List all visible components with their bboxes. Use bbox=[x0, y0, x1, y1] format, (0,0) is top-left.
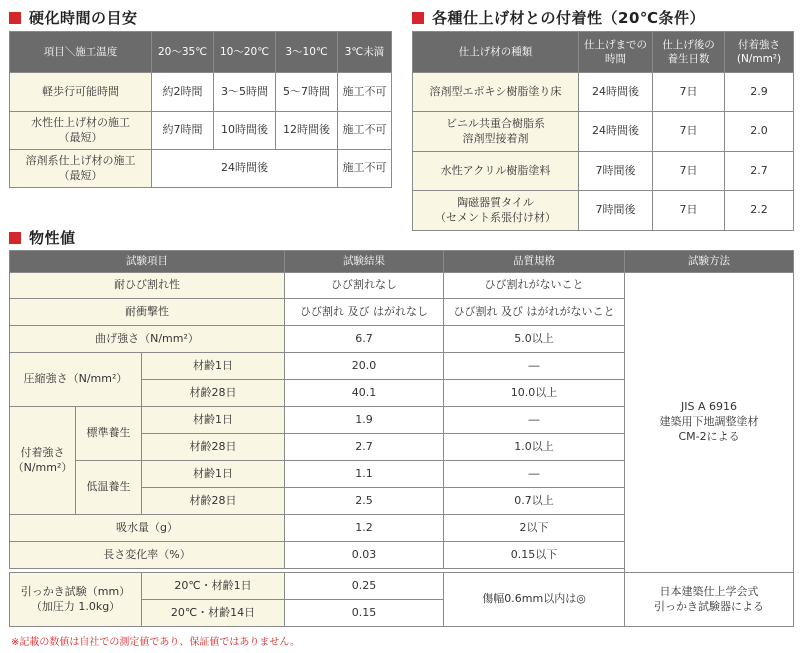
table-row bbox=[10, 73, 392, 112]
curing-group-label: 標準養生 bbox=[76, 407, 142, 461]
material-name: 水性アクリル樹脂塗料 bbox=[413, 152, 579, 191]
quality-spec: ひび割れがないこと bbox=[444, 273, 625, 299]
adhesion-title-text: 各種仕上げ材との付着性（20℃条件） bbox=[432, 9, 706, 27]
test-result: 6.7 bbox=[285, 326, 444, 353]
age-label: 材齢28日 bbox=[142, 488, 285, 515]
test-result: 20.0 bbox=[285, 353, 444, 380]
test-result: 2.7 bbox=[285, 434, 444, 461]
adhesion-header-row bbox=[413, 32, 794, 73]
table-row bbox=[413, 152, 794, 191]
test-result: 1.2 bbox=[285, 515, 444, 542]
quality-spec: 0.7以上 bbox=[444, 488, 625, 515]
test-result: 0.15 bbox=[285, 600, 444, 627]
table-row bbox=[413, 191, 794, 231]
curing-section-title bbox=[9, 7, 138, 28]
properties-table bbox=[9, 250, 794, 627]
merged-cell-value: 24時間後 bbox=[152, 150, 338, 188]
cell-value: 施工不可 bbox=[338, 112, 392, 150]
cell-value: 24時間後 bbox=[579, 112, 653, 152]
cell-value: 7日 bbox=[653, 191, 725, 231]
adhesion-header: 仕上げ後の 養生日数 bbox=[653, 32, 725, 73]
test-result: 0.25 bbox=[285, 573, 444, 600]
cell-value: 12時間後 bbox=[276, 112, 338, 150]
properties-title-text: 物性値 bbox=[29, 229, 76, 247]
cell-value: 7時間後 bbox=[579, 191, 653, 231]
curing-corner-header: 項目＼施工温度 bbox=[10, 32, 152, 73]
adhesion-header: 付着強さ (N/mm²) bbox=[725, 32, 794, 73]
adhesion-table bbox=[412, 31, 794, 231]
cell-value: 2.9 bbox=[725, 73, 794, 112]
temp-header: 10〜20℃ bbox=[214, 32, 276, 73]
test-item-label: 曲げ強さ（N/mm²） bbox=[10, 326, 285, 353]
condition-label: 20℃・材齢14日 bbox=[142, 600, 285, 627]
test-method-jis: JIS A 6916 建築用下地調整塗材 CM-2による bbox=[625, 273, 794, 573]
row-label: 溶剤系仕上げ材の施工 （最短） bbox=[10, 150, 152, 188]
curing-group-label: 低温養生 bbox=[76, 461, 142, 515]
adhesion-header: 仕上げまでの 時間 bbox=[579, 32, 653, 73]
properties-section-title bbox=[9, 227, 76, 248]
quality-spec: ― bbox=[444, 353, 625, 380]
adhesion-header: 仕上げ材の種類 bbox=[413, 32, 579, 73]
test-item-label: 耐衝撃性 bbox=[10, 299, 285, 326]
condition-label: 20℃・材齢1日 bbox=[142, 573, 285, 600]
age-label: 材齢1日 bbox=[142, 407, 285, 434]
properties-header: 品質規格 bbox=[444, 251, 625, 273]
test-result: 0.03 bbox=[285, 542, 444, 569]
adhesion-section-title bbox=[412, 7, 705, 28]
properties-header-row bbox=[10, 251, 794, 273]
quality-spec: 1.0以上 bbox=[444, 434, 625, 461]
quality-spec: ひび割れ 及び はがれがないこと bbox=[444, 299, 625, 326]
cell-value: 施工不可 bbox=[338, 150, 392, 188]
test-result: ひび割れ 及び はがれなし bbox=[285, 299, 444, 326]
row-label: 水性仕上げ材の施工 （最短） bbox=[10, 112, 152, 150]
test-item-label: 耐ひび割れ性 bbox=[10, 273, 285, 299]
properties-header: 試験項目 bbox=[10, 251, 285, 273]
cell-value: 3〜5時間 bbox=[214, 73, 276, 112]
table-row bbox=[10, 150, 392, 188]
test-result: 1.1 bbox=[285, 461, 444, 488]
cell-value: 10時間後 bbox=[214, 112, 276, 150]
properties-header: 試験方法 bbox=[625, 251, 794, 273]
quality-spec: 10.0以上 bbox=[444, 380, 625, 407]
test-result: 40.1 bbox=[285, 380, 444, 407]
cell-value: 約2時間 bbox=[152, 73, 214, 112]
curing-header-row bbox=[10, 32, 392, 73]
cell-value: 2.0 bbox=[725, 112, 794, 152]
test-item-label: 付着強さ （N/mm²） bbox=[10, 407, 76, 515]
test-item-label: 圧縮強さ（N/mm²） bbox=[10, 353, 142, 407]
cell-value: 7日 bbox=[653, 73, 725, 112]
cell-value: 5〜7時間 bbox=[276, 73, 338, 112]
quality-spec: 5.0以上 bbox=[444, 326, 625, 353]
cell-value: 2.2 bbox=[725, 191, 794, 231]
age-label: 材齢1日 bbox=[142, 461, 285, 488]
test-result: ひび割れなし bbox=[285, 273, 444, 299]
curing-title-text: 硬化時間の目安 bbox=[29, 9, 138, 27]
cell-value: 24時間後 bbox=[579, 73, 653, 112]
table-row bbox=[10, 273, 794, 299]
table-row bbox=[10, 573, 794, 600]
test-item-label: 引っかき試験（mm） （加圧力 1.0kg） bbox=[10, 573, 142, 627]
test-result: 2.5 bbox=[285, 488, 444, 515]
age-label: 材齢28日 bbox=[142, 380, 285, 407]
cell-value: 2.7 bbox=[725, 152, 794, 191]
red-square-icon bbox=[9, 12, 21, 24]
age-label: 材齢28日 bbox=[142, 434, 285, 461]
table-row bbox=[413, 73, 794, 112]
footnote: ※記載の数値は自社での測定値であり、保証値ではありません。 bbox=[11, 637, 300, 648]
quality-spec: 2以下 bbox=[444, 515, 625, 542]
material-name: 陶磁器質タイル （セメント系張付け材） bbox=[413, 191, 579, 231]
quality-spec: ― bbox=[444, 407, 625, 434]
test-method-scratch: 日本建築仕上学会式 引っかき試験器による bbox=[625, 573, 794, 627]
temp-header: 20〜35℃ bbox=[152, 32, 214, 73]
cell-value: 7時間後 bbox=[579, 152, 653, 191]
row-label: 軽歩行可能時間 bbox=[10, 73, 152, 112]
temp-header: 3〜10℃ bbox=[276, 32, 338, 73]
cell-value: 7日 bbox=[653, 112, 725, 152]
test-result: 1.9 bbox=[285, 407, 444, 434]
quality-spec: 傷幅0.6mm以内は◎ bbox=[444, 573, 625, 627]
curing-table bbox=[9, 31, 392, 188]
test-item-label: 長さ変化率（%） bbox=[10, 542, 285, 569]
material-name: ビニル共重合樹脂系 溶剤型接着剤 bbox=[413, 112, 579, 152]
age-label: 材齢1日 bbox=[142, 353, 285, 380]
cell-value: 7日 bbox=[653, 152, 725, 191]
quality-spec: 0.15以下 bbox=[444, 542, 625, 569]
cell-value: 施工不可 bbox=[338, 73, 392, 112]
table-row bbox=[413, 112, 794, 152]
red-square-icon bbox=[412, 12, 424, 24]
quality-spec: ― bbox=[444, 461, 625, 488]
red-square-icon bbox=[9, 232, 21, 244]
properties-header: 試験結果 bbox=[285, 251, 444, 273]
cell-value: 約7時間 bbox=[152, 112, 214, 150]
temp-header: 3℃未満 bbox=[338, 32, 392, 73]
material-name: 溶剤型エポキシ樹脂塗り床 bbox=[413, 73, 579, 112]
table-row bbox=[10, 112, 392, 150]
test-item-label: 吸水量（g） bbox=[10, 515, 285, 542]
